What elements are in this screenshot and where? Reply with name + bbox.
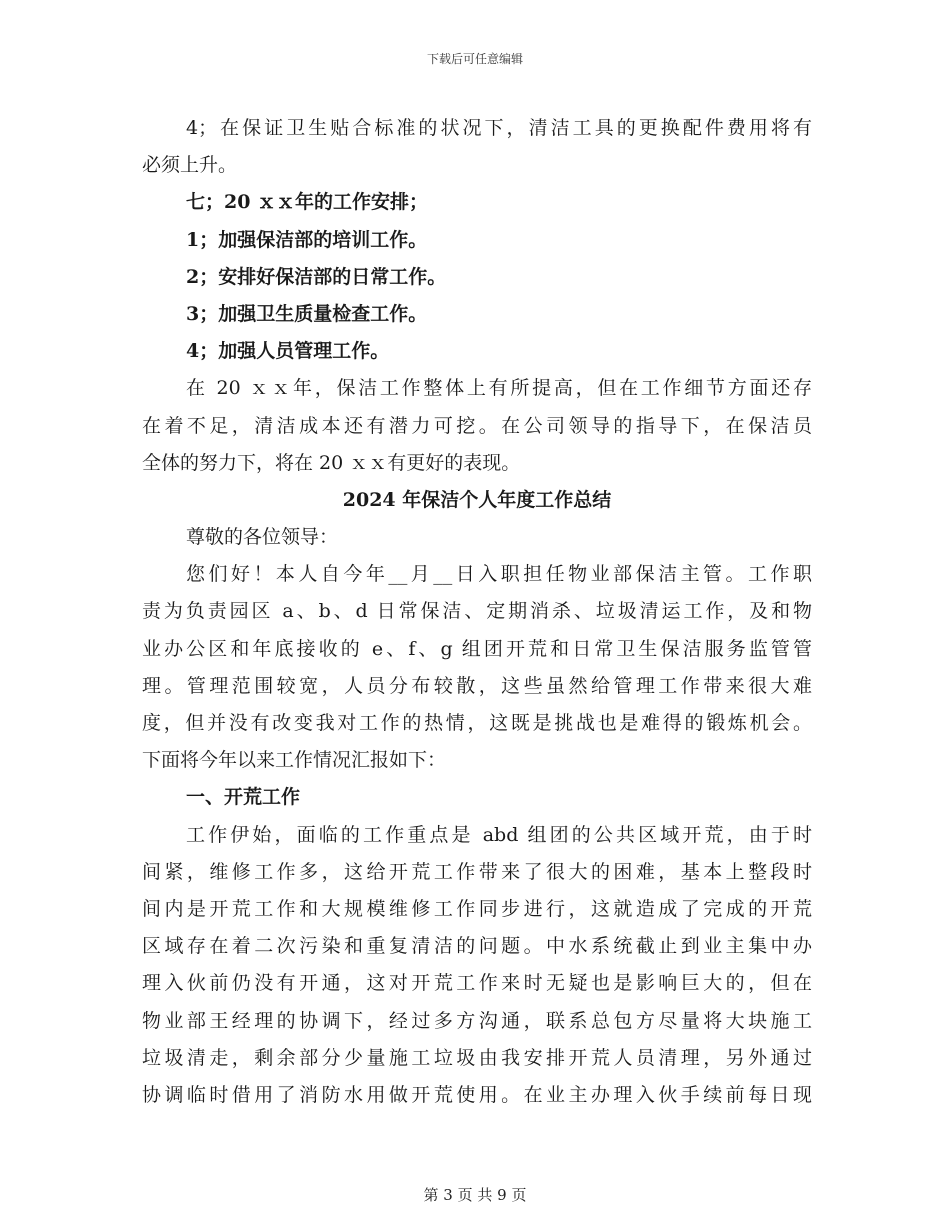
section-heading: 一、开荒工作 [186, 786, 301, 809]
paragraph-line: 下面将今年以来工作情况汇报如下： [142, 749, 447, 772]
paragraph-line: 4；在保证卫生贴合标准的状况下，清洁工具的更换配件费用将有 [186, 117, 812, 139]
paragraph-line: 区域存在着二次污染和重复清洁的问题。中水系统截止到业主集中办 [142, 935, 812, 958]
paragraph-line: 垃圾清走，剩余部分少量施工垃圾由我安排开荒人员清理，另外通过 [142, 1046, 812, 1069]
section-heading: 2；安排好保洁部的日常工作。 [186, 265, 447, 288]
section-heading: 1；加强保洁部的培训工作。 [186, 228, 428, 251]
paragraph-line: 业办公区和年底接收的 e、f、g 组团开荒和日常卫生保洁服务监管管 [142, 637, 812, 660]
section-heading: 3；加强卫生质量检查工作。 [186, 302, 428, 325]
paragraph-line: 协调临时借用了消防水用做开荒使用。在业主办理入伙手续前每日现 [142, 1083, 812, 1106]
paragraph-line: 必须上升。 [142, 154, 238, 177]
section-heading: 七；20 ｘｘ年的工作安排； [186, 191, 429, 214]
paragraph-line: 度，但并没有改变我对工作的热情，这既是挑战也是难得的锻炼机会。 [142, 712, 812, 734]
paragraph-line: 理。管理范围较宽，人员分布较散，这些虽然给管理工作带来很大难 [142, 674, 812, 697]
paragraph-line: 尊敬的各位领导： [186, 526, 339, 549]
paragraph-line: 间紧，维修工作多，这给开荒工作带来了很大的困难，基本上整段时 [142, 860, 812, 883]
page-header: 下载后可任意编辑 [426, 52, 523, 66]
paragraph-line: 物业部王经理的协调下，经过多方沟通，联系总包方尽量将大块施工 [142, 1009, 812, 1032]
paragraph-line: 您们好！本人自今年__月__日入职担任物业部保洁主管。工作职 [186, 563, 812, 586]
paragraph-line: 工作伊始，面临的工作重点是 abd 组团的公共区域开荒，由于时 [186, 823, 812, 846]
document-body [142, 110, 812, 1114]
page-footer: 第 3 页 共 9 页 [423, 1186, 527, 1204]
section-heading: 4；加强人员管理工作。 [186, 340, 390, 363]
paragraph-line: 责为负责园区 a、b、d 日常保洁、定期消杀、垃圾清运工作，及和物 [142, 600, 812, 623]
paragraph-line: 全体的努力下，将在 20 ｘｘ有更好的表现。 [142, 451, 521, 474]
paragraph-line: 在着不足，清洁成本还有潜力可挖。在公司领导的指导下，在保洁员 [142, 414, 812, 437]
document-title: 2024 年保洁个人年度工作总结 [342, 488, 612, 511]
paragraph-line: 间内是开荒工作和大规模维修工作同步进行，这就造成了完成的开荒 [142, 897, 812, 920]
paragraph-line: 在 20 ｘｘ年，保洁工作整体上有所提高，但在工作细节方面还存 [186, 377, 812, 400]
paragraph-line: 理入伙前仍没有开通，这对开荒工作来时无疑也是影响巨大的，但在 [142, 972, 812, 995]
